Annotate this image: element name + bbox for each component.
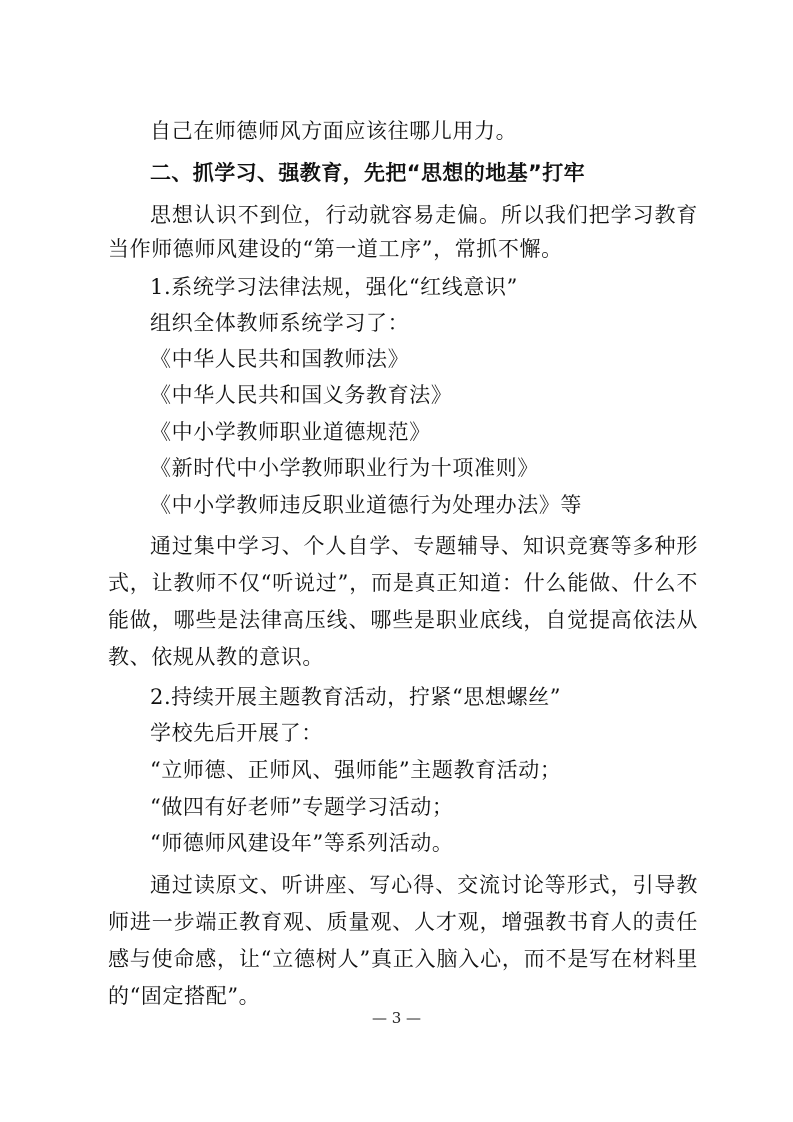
section-heading: 二、抓学习、强教育，先把“思想的地基”打牢 (150, 161, 586, 185)
list-item: 《中小学教师职业道德规范》 (150, 420, 431, 444)
list-item: “做四有好老师”专题学习活动； (150, 795, 454, 819)
list-item: 《新时代中小学教师职业行为十项准则》 (150, 456, 539, 480)
paragraph-line: 教、依规从教的意识。 (108, 645, 324, 669)
list-item: 《中小学教师违反职业道德行为处理办法》等 (150, 493, 582, 517)
paragraph-line: 的“固定搭配”。 (108, 984, 261, 1008)
list-item: 《中华人民共和国教师法》 (150, 347, 410, 371)
paragraph-line: 通过集中学习、个人自学、专题辅导、知识竞赛等多种形 (150, 534, 698, 558)
paragraph-line: 感与使命感，让“立德树人”真正入脑入心，而不是写在材料里 (108, 947, 698, 971)
paragraph-line: 思想认识不到位，行动就容易走偏。所以我们把学习教育 (150, 203, 698, 227)
paragraph-line: 当作师德师风建设的“第一道工序”，常抓不懈。 (108, 237, 563, 261)
subsection-heading: 2.持续开展主题教育活动，拧紧“思想螺丝” (150, 685, 562, 709)
paragraph-line: 式，让教师不仅“听说过”，而是真正知道：什么能做、什么不 (108, 571, 698, 595)
paragraph-line: 学校先后开展了： (150, 721, 323, 745)
list-item: “立师德、正师风、强师能”主题教育活动； (150, 758, 562, 782)
paragraph-line: 师进一步端正教育观、质量观、人才观，增强教书育人的责任 (108, 910, 698, 934)
subsection-heading: 1.系统学习法律法规，强化“红线意识” (150, 275, 518, 299)
list-item: “师德师风建设年”等系列活动。 (150, 831, 454, 855)
list-item: 《中华人民共和国义务教育法》 (150, 383, 453, 407)
paragraph-line: 能做，哪些是法律高压线、哪些是职业底线，自觉提高依法从 (108, 608, 698, 632)
page-number: — 3 — (371, 1009, 422, 1027)
paragraph-line: 组织全体教师系统学习了： (150, 311, 410, 335)
paragraph-line: 通过读原文、听讲座、写心得、交流讨论等形式，引导教 (150, 873, 698, 897)
paragraph-line: 自己在师德师风方面应该往哪儿用力。 (150, 119, 518, 143)
